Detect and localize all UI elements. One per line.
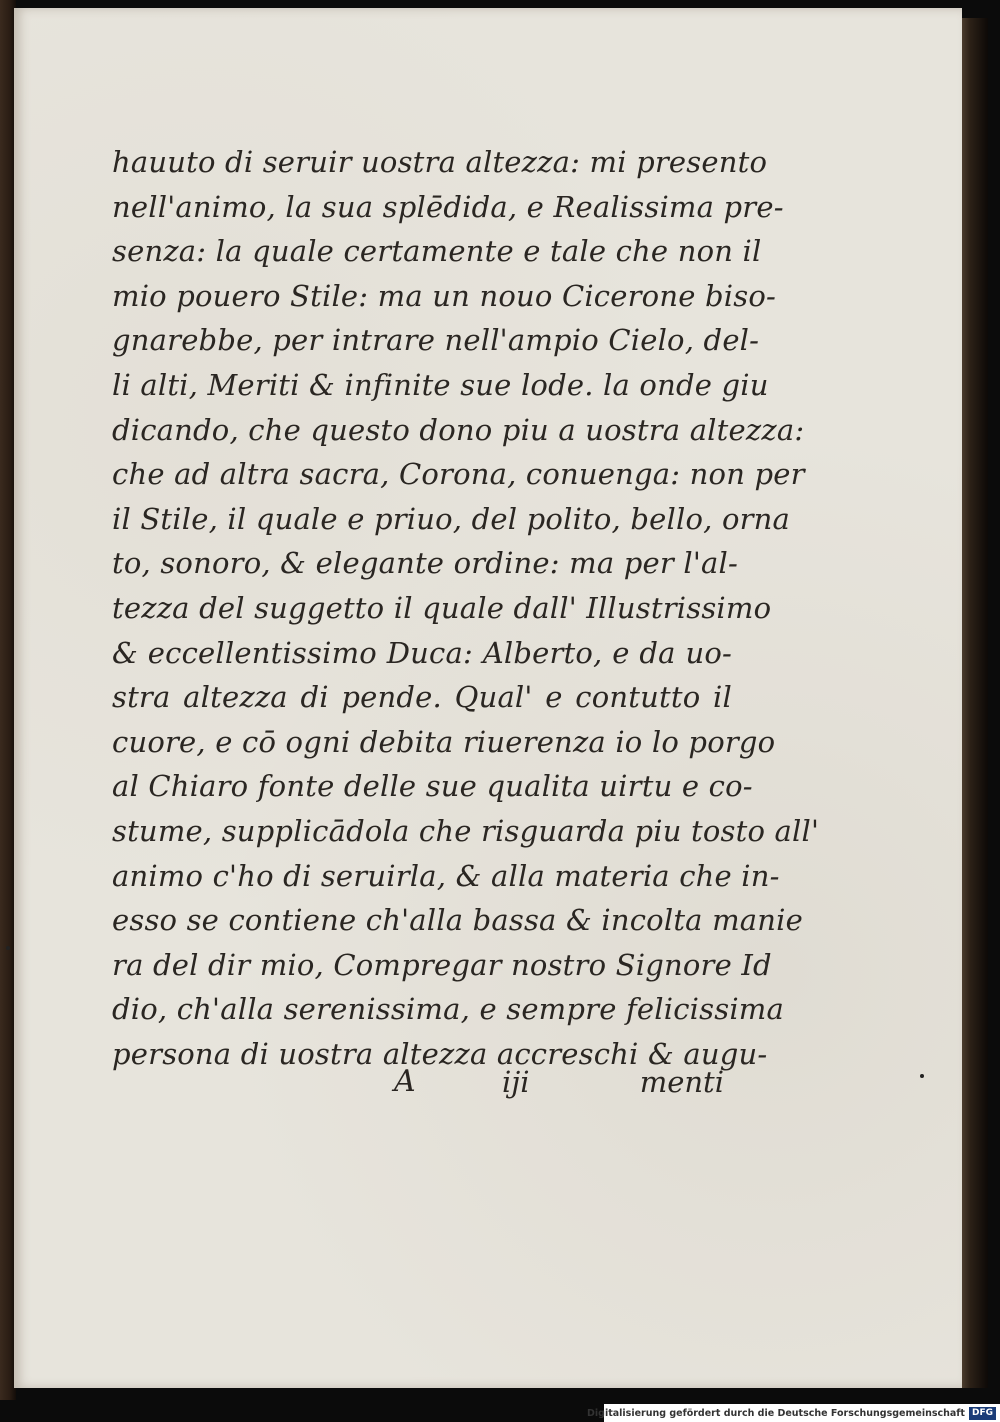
text-line: dicando, che questo dono piu a uostra altezza: — [112, 412, 805, 447]
ink-speck — [920, 1074, 924, 1078]
text-line: & eccellentissimo Duca: Alberto, e da uo- — [112, 635, 732, 670]
text-line: ra del dir mio, Compregar nostro Signore Id — [112, 947, 772, 982]
ink-speck — [6, 946, 10, 950]
text-line: persona di uostra altezza accreschi & augu- — [112, 1036, 768, 1071]
digitization-credit: Digitalisierung gefördert durch die Deutsche Forschungsgemeinschaft — [587, 1407, 965, 1419]
digitization-credit-bar — [587, 1404, 1000, 1422]
text-line: tezza del suggetto il quale dall' Illustrissimo — [112, 590, 772, 625]
signature-mark: A — [394, 1064, 416, 1099]
text-line: il Stile, il quale e priuo, del polito, bello, orna — [112, 501, 791, 536]
book-edge-right — [958, 18, 988, 1388]
text-line: stume, supplicādola che risguarda piu tosto all' — [112, 813, 820, 848]
text-line: che ad altra sacra, Corona, conuenga: non per — [112, 457, 805, 492]
text-line: dio, ch'alla serenissima, e sempre felicissima — [112, 992, 784, 1027]
text-line: animo c'ho di seruirla, & alla materia che in- — [112, 858, 780, 893]
text-line: al Chiaro fonte delle sue qualita uirtu e co- — [112, 769, 753, 804]
text-line: stra altezza di pende. Qual' e contutto il — [112, 680, 732, 715]
text-line: gnarebbe, per intrare nell'ampio Cielo, del- — [112, 323, 760, 358]
text-line: to, sonoro, & elegante ordine: ma per l'al- — [112, 546, 738, 581]
book-page — [14, 8, 962, 1388]
text-line: nell'animo, la sua splēdida, e Realissima pre- — [112, 189, 784, 224]
page-text-block — [112, 140, 820, 1076]
text-line: esso se contiene ch'alla bassa & incolta manie — [112, 903, 803, 938]
page-footer-catchline — [394, 1060, 724, 1104]
dfg-logo: DFG — [969, 1407, 996, 1420]
catchword: menti — [639, 1065, 724, 1099]
text-line: hauuto di seruir uostra altezza: mi presento — [112, 145, 768, 179]
text-line: senza: la quale certamente e tale che non il — [112, 234, 762, 269]
text-line: li alti, Meriti & infinite sue lode. la onde giu — [112, 367, 769, 402]
signature-number: iji — [502, 1065, 530, 1099]
text-line: cuore, e cō ogni debita riuerenza io lo porgo — [112, 724, 776, 759]
text-line: mio pouero Stile: ma un nouo Cicerone biso- — [112, 278, 776, 313]
